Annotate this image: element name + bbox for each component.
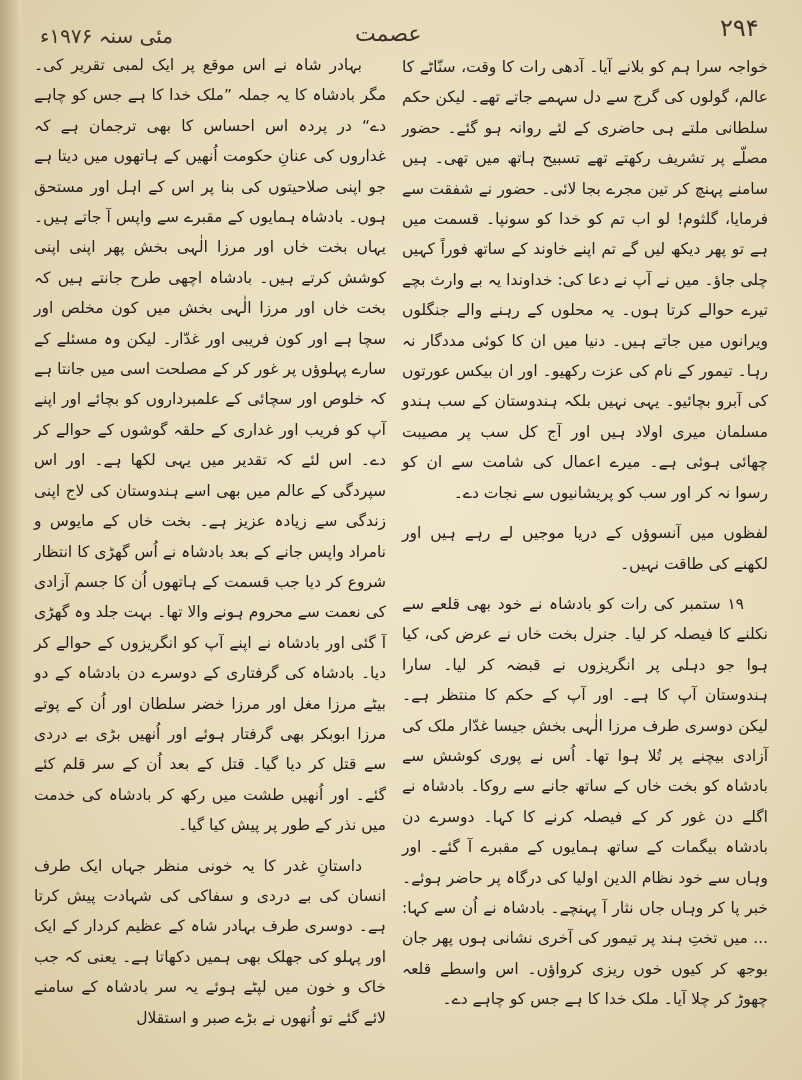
- left-paragraph-2: داستانِ غدر کا یہ خونی منظر جہاں ایک طرف انسان کی بے دردی و سفاکی کی شہادت پیش کرتا ہے۔ دوسری طرف بہادر شاہ کے عظیم کردار کے ایک اور پہلو کی جھلک بھی ہمیں دکھاتا ہے۔ یعنی کہ جب خاک و خون میں لپٹے ہوئے یہ سر بادشاہ کے سامنے لائے گئے تو اُنھوں نے بڑے صبر و استقلال: [34, 856, 386, 1027]
- page-header: [0, 14, 802, 50]
- right-paragraph-3: ۱۹ ستمبر کی رات کو بادشاہ نے خود بھی قلعے سے نکلنے کا فیصلہ کر لیا۔ جنرل بخت خاں نے عرض کی، کیا ہوا جو دہلی پر انگریزوں نے قبضہ کر لیا۔ سارا ہندوستان آپ کا ہے۔ اور آپ کے حکم کا منتظر ہے۔ لیکن دوسری طرف مرزا الٰہی بخش جیسا غدّار ملک کی آزادی بیچنے پر تُلا ہوا تھا۔ اُس نے پوری کوشش سے بادشاہ کو بخت خاں کے ساتھ جانے سے روکا۔ بادشاہ نے اگلے دن غور کر کے فیصلہ کرنے کا کہا۔ دوسرے دن بادشاہ بیگمات کے ساتھ ہمایوں کے مقبرے آ گئے۔ اور وہاں سے خود نظام الدین اولیا کی درگاہ پر حاضر ہوئے۔ خبر پا کر وہاں جاں نثار آ پہنچے۔ بادشاہ نے اُن سے کہا: ... میں تختِ ہند پر تیمور کی آخری نشانی ہوں پھر جان بوجھ کر کیوں خوں ریزی کرواؤں۔ اس واسطے قلعہ چھوڑ کر چلا آیا۔ ملک خدا کا ہے جس کو چاہے دے۔: [402, 594, 768, 1009]
- right-paragraph-2: لفظوں میں آنسوؤں کے دریا موجیں لے رہے ہیں اور لکھنے کی طاقت نہیں۔: [402, 524, 768, 573]
- left-column: [34, 50, 386, 1033]
- header-title: عصمت: [355, 22, 422, 47]
- page-number: ۲۹۴: [720, 14, 759, 42]
- right-column: [402, 52, 768, 1015]
- right-paragraph-1: خواجہ سرا ہم کو بلانے آیا۔ آدھی رات کا وقت، سنّاٹے کا عالم، گولوں کی گرج سے دل سہمے جاتے تھے۔ لیکن حکم سلطانی ملتے ہی حاضری کے لئے روانہ ہو گئے۔ حضور مصلّے پر تشریف رکھتے تھے تسبیح ہاتھ میں تھی۔ ہیں سامنے پہنچ کر تین مجرے بجا لائی۔ حضور نے شفقت سے فرمایا، گلثوم! لو اب تم کو خدا کو سونپا۔ قسمت میں ہے تو پھر دیکھ لیں گے تم اپنے خاوند کے ساتھ فوراً کہیں چلی جاؤ۔ میں نے آپ نے دعا کی: خداوندا یہ بے وارث بچے تیرے حوالے کرتا ہوں۔ یہ محلوں کے رہنے والے جنگلوں ویرانوں میں جاتے ہیں۔ دنیا میں ان کا کوئی مددگار نہ رہا۔ تیمور کے نام کی عزت رکھیو۔ اور ان بیکس عورتوں کی آبرو بچائیو۔ یہی نہیں بلکہ ہندوستان کے سب ہندو مسلمان میری اولاد ہیں اور آج کل سب پر مصیبت چھائی ہوئی ہے۔ میرے اعمال کی شامت سے ان کو رسوا نہ کر اور سب کو پریشانیوں سے نجات دے۔: [402, 58, 768, 502]
- header-date: مئی سنہ ۱۹۷۶ء: [40, 24, 174, 48]
- left-paragraph-1: بہادر شاہ نے اس موقع پر ایک لمبی تقریر کی۔ مگر بادشاہ کا یہ جملہ ”ملک خدا کا ہے جس کو چاہے دے“ در پردہ اس احساس کا بھی ترجمان ہے کہ غداروں کی عنانِ حکومت اُنھیں کے ہاتھوں میں دیتا ہے جو اپنی صلاحیتوں کی بنا پر اس کے اہل اور مستحق ہوں۔ بادشاہ ہمایوں کے مقبرے سے واپس آ جاتے ہیں۔ یہاں بخت خاں اور مرزا الٰہی بخش پھر اپنی اپنی کوشش کرتے ہیں۔ بادشاہ اچھی طرح جانتے ہیں کہ بخت خاں اور مرزا الٰہی بخش میں کون مخلص اور سچا ہے اور کون فریبی اور غدّار۔ لیکن وہ مسئلے کے سارے پہلوؤں پر غور کر کے مصلحت اسی میں جانتا ہے کہ خلوص اور سچائی کے علمبرداروں کو بچائے اور اپنے آپ کو فریب اور غداری کے حلقہ گوشوں کے حوالے کر دے۔ اس لئے کہ تقدیر میں یہی لکھا ہے۔ اور اس سپردگی کے عالم میں بھی اسے ہندوستان کی لاج اپنی زندگی سے زیادہ عزیز ہے۔ بخت خاں کے مایوس و نامراد واپس جانے کے بعد بادشاہ نے اُس گھڑی کا انتظار شروع کر دیا جب قسمت کے ہاتھوں اُن کا جسم آزادی کی نعمت سے محروم ہونے والا تھا۔ بہت جلد وہ گھڑی آ گئی اور بادشاہ نے اپنے آپ کو انگریزوں کے حوالے کر دیا۔ بادشاہ کی گرفتاری کے دوسرے دن بادشاہ کے دو بیٹے مرزا مغل اور مرزا خضر سلطان اور اُن کے پوتے مرزا ابوبکر بھی گرفتار ہوئے اور اُنھیں بڑی بے دردی سے قتل کر دیا گیا۔ قتل کے بعد اُن کے سر قلم کئے گئے۔ اور اُنھیں طشت میں رکھ کر بادشاہ کی خدمت میں نذر کے طور پر پیش کیا گیا۔: [34, 56, 386, 835]
